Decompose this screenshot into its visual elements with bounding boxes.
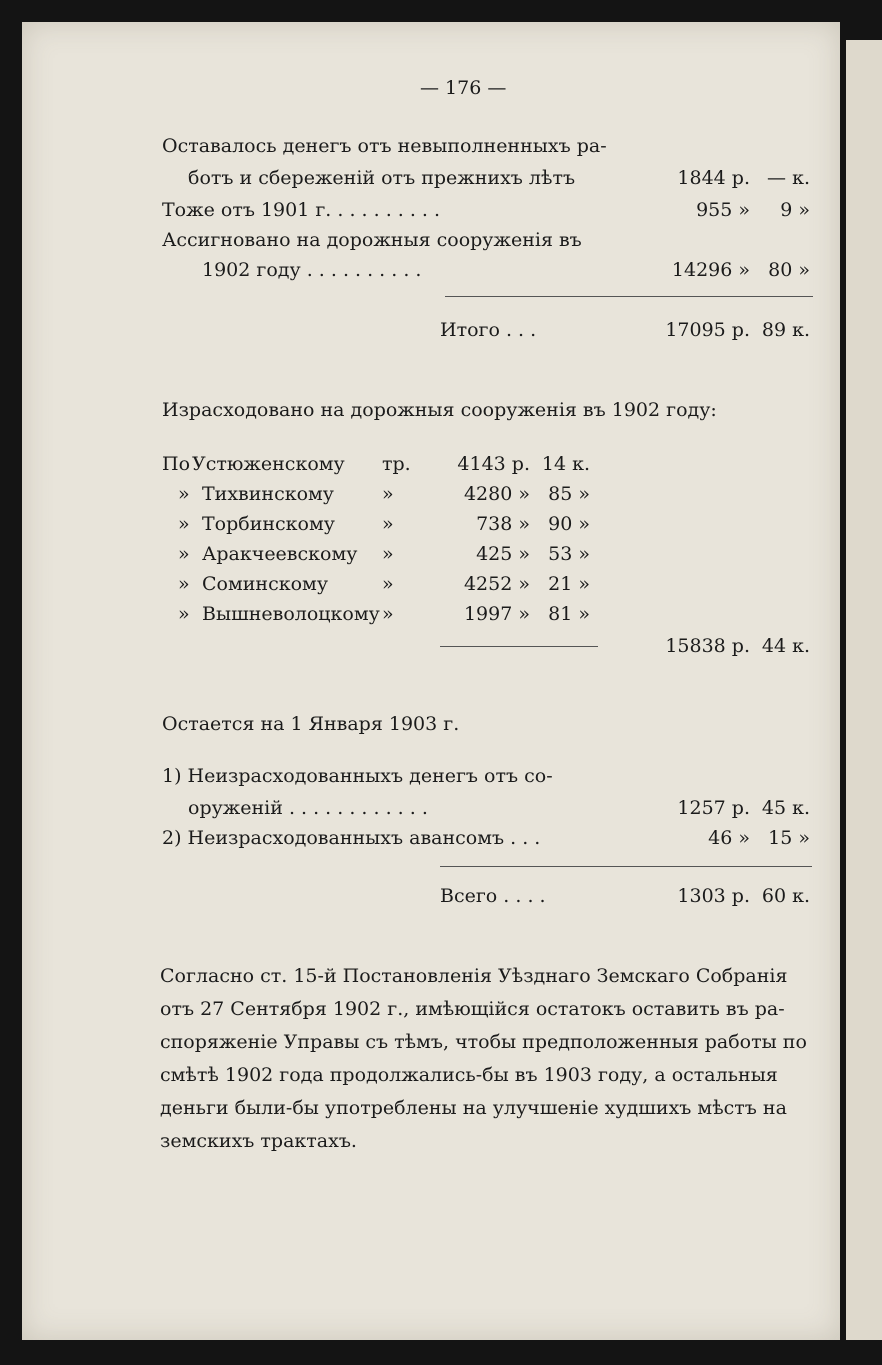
spent-total-amount: 15838 р. — [665, 635, 750, 657]
remainder-total-amount: 1303 р. — [677, 885, 750, 907]
balance-row-2-kop: 9 » — [780, 199, 810, 221]
balance-row-1-line-2: ботъ и сбереженій отъ прежнихъ лѣтъ — [188, 167, 576, 189]
spent-row-unit: » — [382, 573, 394, 595]
spent-row-prefix: » — [178, 513, 190, 535]
balance-total-rule — [445, 296, 813, 297]
remainder-total-rule — [440, 866, 812, 867]
remainder-row-2-label: 2) Неизрасходованныхъ авансомъ . . . — [162, 827, 541, 849]
spent-row-kop: 81 » — [548, 603, 590, 625]
remainder-row-1-line-2: оруженій . . . . . . . . . . . . — [188, 797, 428, 819]
spent-row-rub: 738 » — [476, 513, 530, 535]
spent-row-prefix: По — [162, 453, 191, 475]
spent-row-unit: » — [382, 483, 394, 505]
remainder-row-1-amount: 1257 р. — [677, 797, 750, 819]
spent-row-rub: 4143 р. — [457, 453, 530, 475]
balance-row-1-line-1: Оставалось денегъ отъ невыполненныхъ ра- — [162, 135, 607, 157]
balance-total-kop: 89 к. — [761, 319, 810, 341]
spent-row-rub: 425 » — [476, 543, 530, 565]
paragraph-line: отъ 27 Сентября 1902 г., имѣющійся остатокъ оставить въ ра- — [160, 998, 785, 1020]
spent-row-kop: 85 » — [548, 483, 590, 505]
resolution-paragraph — [160, 960, 810, 1158]
remainder-heading: Остается на 1 Января 1903 г. — [162, 713, 460, 735]
spent-row-name: Тихвинскому — [202, 483, 334, 505]
spent-row-prefix: » — [178, 483, 190, 505]
balance-total-amount: 17095 р. — [665, 319, 750, 341]
spent-row-rub: 4252 » — [463, 573, 530, 595]
spent-row-unit: тр. — [382, 453, 411, 475]
spent-row-rub: 4280 » — [463, 483, 530, 505]
balance-row-3-line-2: 1902 году . . . . . . . . . . — [202, 259, 422, 281]
spent-row-name: Соминскому — [202, 573, 328, 595]
spent-row-name: Вышневолоцкому — [202, 603, 380, 625]
page-number: — 176 — — [420, 77, 507, 99]
spent-row-name: Торбинскому — [202, 513, 335, 535]
balance-row-2-amount: 955 » — [696, 199, 750, 221]
spent-heading: Израсходовано на дорожныя сооруженія въ 1902 году: — [162, 399, 717, 421]
remainder-row-1-line-1: 1) Неизрасходованныхъ денегъ отъ со- — [162, 765, 553, 787]
spent-total-kop: 44 к. — [761, 635, 810, 657]
spent-row-prefix: » — [178, 573, 190, 595]
balance-row-2-label: Тоже отъ 1901 г. . . . . . . . . . — [162, 199, 441, 221]
remainder-total-kop: 60 к. — [761, 885, 810, 907]
paragraph-line: споряженіе Управы съ тѣмъ, чтобы предположенныя работы по — [160, 1031, 807, 1053]
balance-row-1-amount: 1844 р. — [677, 167, 750, 189]
remainder-row-1-kop: 45 к. — [761, 797, 810, 819]
spent-row-unit: » — [382, 513, 394, 535]
remainder-total-label: Всего . . . . — [440, 885, 546, 907]
spent-row-name: Устюженскому — [192, 453, 345, 475]
spent-row-unit: » — [382, 603, 394, 625]
paragraph-line: смѣтѣ 1902 года продолжались-бы въ 1903 году, а остальныя — [160, 1064, 778, 1086]
balance-row-3-amount: 14296 » — [671, 259, 750, 281]
spent-row-kop: 14 к. — [541, 453, 590, 475]
spent-row-kop: 90 » — [548, 513, 590, 535]
remainder-row-2-amount: 46 » — [708, 827, 750, 849]
spent-row-name: Аракчеевскому — [202, 543, 358, 565]
next-page-edge — [846, 40, 882, 1340]
spent-row-kop: 53 » — [548, 543, 590, 565]
paragraph-line: Согласно ст. 15-й Постановленія Уѣзднаго Земскаго Собранія — [160, 965, 788, 987]
remainder-row-2-kop: 15 » — [768, 827, 810, 849]
spent-row-rub: 1997 » — [463, 603, 530, 625]
spent-row-unit: » — [382, 543, 394, 565]
paragraph-line: деньги были-бы употреблены на улучшеніе худшихъ мѣстъ на — [160, 1097, 787, 1119]
balance-total-label: Итого . . . — [440, 319, 537, 341]
spent-row-kop: 21 » — [548, 573, 590, 595]
spent-total-rule — [440, 646, 598, 647]
spent-row-prefix: » — [178, 603, 190, 625]
paragraph-line: земскихъ трактахъ. — [160, 1130, 357, 1152]
spent-row-prefix: » — [178, 543, 190, 565]
balance-row-1-kop: — к. — [767, 167, 810, 189]
balance-row-3-line-1: Ассигновано на дорожныя сооруженія въ — [162, 229, 582, 251]
balance-row-3-kop: 80 » — [768, 259, 810, 281]
